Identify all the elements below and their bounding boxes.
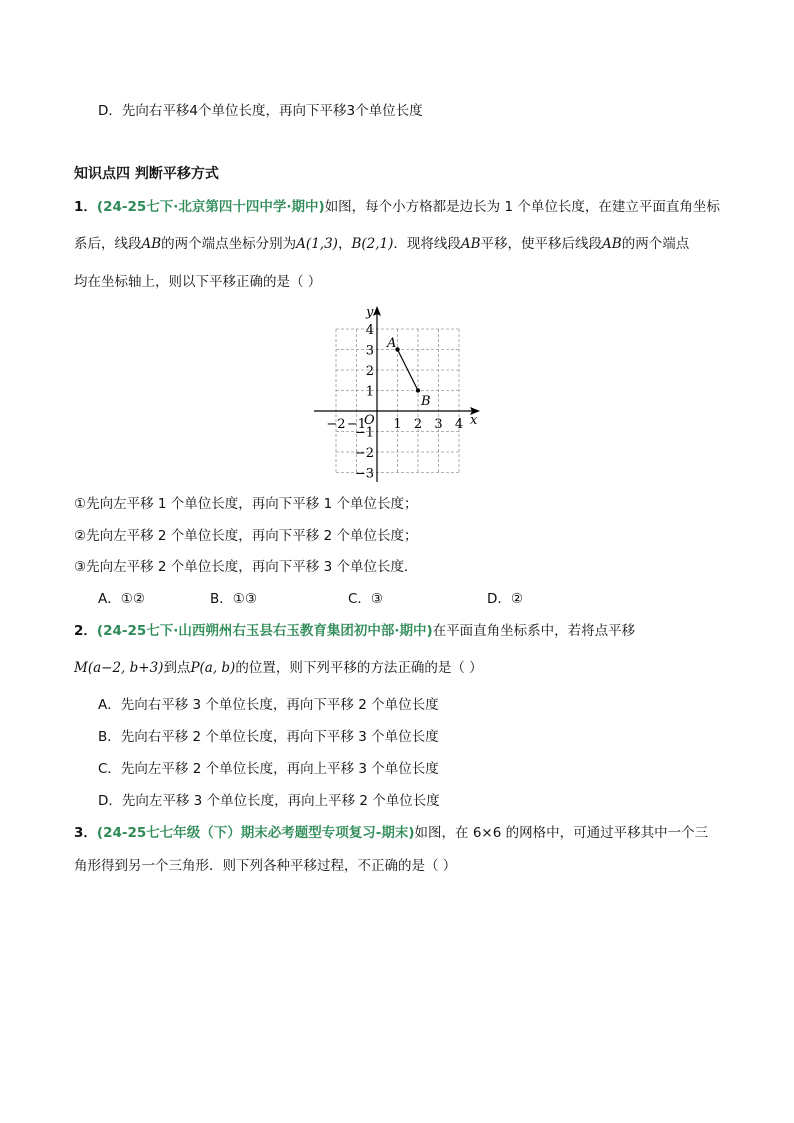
- q1-comma: ，: [337, 236, 352, 252]
- q2-line-2: [74, 658, 483, 678]
- q1-number: 1．: [74, 199, 97, 215]
- q1-statement-2: ②先向左平移 2 个单位长度，再向下平移 2 个单位长度；: [74, 528, 418, 544]
- q2-point-p: P(a, b): [190, 660, 236, 676]
- q1-option-b[interactable]: B．①③: [210, 591, 257, 607]
- q2-text-2b: 的位置，则下列平移的方法正确的是（ ）: [235, 660, 483, 676]
- q1-coord-a: A(1,3): [296, 236, 338, 252]
- q1-text-1: 如图，每个小方格都是边长为 1 个单位长度，在建立平面直角坐标: [324, 199, 720, 215]
- y-tick-labels: [355, 323, 374, 482]
- y-tick-label: −2: [354, 446, 374, 461]
- q1-line-1: [74, 197, 720, 217]
- q1-text-2c: 的两个端点坐标分别为: [161, 236, 297, 252]
- x-tick-label: 3: [434, 417, 443, 432]
- q2-option-c[interactable]: C．先向左平移 2 个单位长度，再向上平移 3 个单位长度: [98, 761, 439, 777]
- q2-number: 2．: [74, 623, 97, 639]
- q1-segment-ab-2: AB: [460, 236, 481, 252]
- q2-option-b[interactable]: B．先向右平移 2 个单位长度，再向下平移 3 个单位长度: [98, 729, 439, 745]
- q1-option-c[interactable]: C．③: [348, 591, 384, 607]
- y-tick-label: −3: [354, 466, 374, 482]
- section-title: 知识点四 判断平移方式: [74, 166, 219, 182]
- x-tick-label: 2: [413, 417, 423, 432]
- coordinate-graph: [308, 300, 508, 490]
- q2-text-2a: 到点: [163, 660, 191, 676]
- q3-line-1: [74, 823, 708, 843]
- q2-text-1: 在平面直角坐标系中，若将点平移: [432, 623, 636, 639]
- q3-number: 3．: [74, 825, 97, 841]
- q2-source: (24-25七下·山西朔州右玉县右玉教育集团初中部·期中): [96, 623, 433, 639]
- y-tick-label: 4: [365, 323, 374, 338]
- x-axis-label: x: [470, 413, 478, 428]
- q2-option-d[interactable]: D．先向左平移 3 个单位长度，再向上平移 2 个单位长度: [98, 793, 440, 809]
- q1-text-2d: ．现将线段: [393, 236, 461, 252]
- origin-label: O: [364, 413, 375, 428]
- q3-line-2: 角形得到另一个三角形．则下列各种平移过程，不正确的是（ ）: [74, 858, 457, 874]
- x-tick-label: 1: [393, 417, 402, 432]
- point-a-label: A: [387, 336, 397, 351]
- q2-point-m: M(a−2, b+3): [74, 660, 164, 676]
- q2-option-a[interactable]: A．先向右平移 3 个单位长度，再向下平移 2 个单位长度: [98, 697, 439, 713]
- q1-statement-3: ③先向左平移 2 个单位长度，再向下平移 3 个单位长度．: [74, 559, 418, 575]
- y-tick-label: −1: [354, 425, 374, 441]
- q3-source: (24-25七七年级（下）期末必考题型专项复习-期末): [96, 825, 415, 841]
- q1-statement-1: ①先向左平移 1 个单位长度，再向下平移 1 个单位长度；: [74, 496, 418, 512]
- q3-text-1: 如图，在 6×6 的网格中，可通过平移其中一个三: [414, 825, 709, 841]
- q1-text-2f: 平移，使平移后线段: [480, 236, 603, 252]
- segment-ab: [398, 350, 419, 391]
- x-tick-labels: [326, 417, 463, 432]
- point-b: [416, 388, 420, 392]
- y-tick-label: 3: [365, 343, 374, 359]
- q1-option-d[interactable]: D．②: [487, 591, 523, 607]
- x-tick-label: 4: [454, 417, 464, 432]
- y-tick-label: 2: [365, 364, 374, 379]
- q1-segment-ab: AB: [141, 236, 162, 252]
- q1-source: (24-25七下·北京第四十四中学·期中): [96, 199, 325, 215]
- q1-segment-ab-3: AB: [602, 236, 622, 252]
- x-tick-label: −2: [326, 417, 346, 432]
- previous-option-d: D．先向右平移4个单位长度，再向下平移3个单位长度: [98, 103, 423, 119]
- point-b-label: B: [421, 394, 431, 409]
- y-axis-label: y: [366, 305, 374, 320]
- q1-text-2h: 的两个端点: [621, 236, 690, 252]
- y-tick-label: 1: [365, 384, 374, 400]
- q1-coord-b: B(2,1): [351, 236, 394, 252]
- q2-line-1: [74, 621, 635, 641]
- x-tick-label: −1: [346, 417, 367, 432]
- q1-line-2: [74, 234, 689, 254]
- q1-option-a[interactable]: A．①②: [98, 591, 145, 607]
- q1-text-2a: 系后，线段: [74, 236, 142, 252]
- q1-line-3: 均在坐标轴上，则以下平移正确的是（ ）: [74, 274, 322, 290]
